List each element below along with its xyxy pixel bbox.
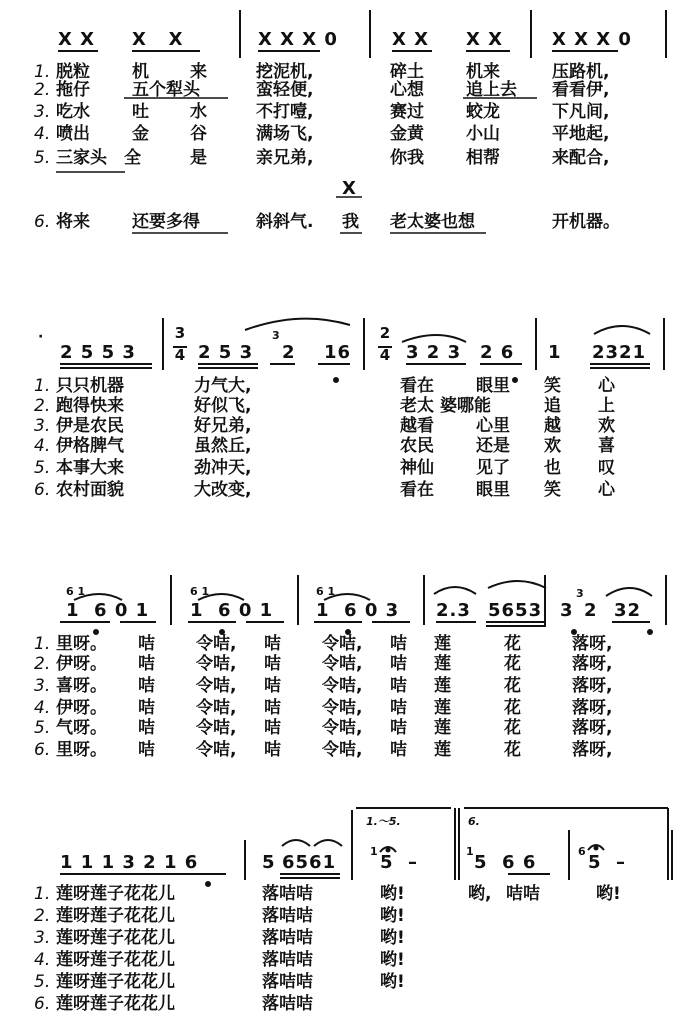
lyric: 农民 xyxy=(400,436,434,456)
lyric: 吃水 xyxy=(56,102,90,122)
lyric: 看在 xyxy=(400,480,434,500)
lyric: 令咭, xyxy=(196,676,237,696)
lyric: 眼里 xyxy=(476,480,510,500)
rhythm-m4: X X X 0 xyxy=(552,29,632,50)
note-group: 2 5 5 3 xyxy=(60,342,136,363)
lyric: 下凡间, xyxy=(552,102,610,122)
lyric: 好似飞, xyxy=(194,396,252,416)
lyric: 喷出 xyxy=(56,124,90,144)
lyric: 令咭, xyxy=(196,718,237,738)
lyric: 哟! xyxy=(380,884,405,904)
verse-number: 3. xyxy=(34,102,51,122)
lyric: 好兄弟, xyxy=(194,416,252,436)
grace-note: 6 1 xyxy=(316,585,336,598)
lyric: 不打噎, xyxy=(256,102,314,122)
lyric: 令咭, xyxy=(322,654,363,674)
lyric: 伊呀。 xyxy=(56,654,107,674)
lyric: 落呀, xyxy=(572,654,613,674)
time-sig-top: 3 xyxy=(174,324,186,342)
lyric: 是 xyxy=(190,148,207,168)
lyric: 心 xyxy=(598,376,615,396)
grace-note: 1 xyxy=(370,845,378,858)
lyric: 咭 xyxy=(138,676,155,696)
verse-number: 4. xyxy=(34,698,51,718)
lyric: 追 xyxy=(544,396,561,416)
lyric: 也 xyxy=(544,458,561,478)
ending6-word: 哟! xyxy=(596,884,621,904)
lyric: 令咭, xyxy=(196,698,237,718)
lyric: 花 xyxy=(504,718,521,738)
lyric: 碎土 xyxy=(390,62,424,82)
time-sig-bottom: 4 xyxy=(379,346,391,364)
lyric: 追上去 xyxy=(466,80,517,100)
lyric: 开机器。 xyxy=(552,212,620,232)
lyric: 落咭咭 xyxy=(262,928,313,948)
lyric: 喜 xyxy=(598,436,615,456)
volta-2-label: 6. xyxy=(468,815,480,828)
lyric: 欢 xyxy=(544,436,561,456)
lyric: 咭 xyxy=(264,718,281,738)
lyric: 只只机器 xyxy=(56,376,124,396)
time-sig-bottom: 4 xyxy=(174,346,186,364)
lyric: 令咭, xyxy=(322,698,363,718)
verse-number: 6. xyxy=(34,740,51,760)
lyric: 虽然丘, xyxy=(194,436,252,456)
verse-number: 1. xyxy=(34,634,51,654)
lyric: 咭 xyxy=(264,634,281,654)
lyric: 莲 xyxy=(434,654,451,674)
lyric: 金 xyxy=(132,124,149,144)
grace-note: 6 1 xyxy=(66,585,86,598)
verse-number: 6. xyxy=(34,994,51,1014)
verse-number: 3. xyxy=(34,676,51,696)
lyric: 莲 xyxy=(434,634,451,654)
lyric: 莲呀莲子花花儿 xyxy=(56,972,175,992)
lyric: 越看 xyxy=(400,416,434,436)
lyric: 落呀, xyxy=(572,718,613,738)
lyric: 咭 xyxy=(264,740,281,760)
lyric: 落咭咭 xyxy=(262,972,313,992)
verse-number: 6. xyxy=(34,480,51,500)
lyric: 喜呀。 xyxy=(56,676,107,696)
lyric: 还是 xyxy=(476,436,510,456)
lyric: 我 xyxy=(342,212,359,232)
lyric: 莲 xyxy=(434,698,451,718)
lyric: 小山 xyxy=(466,124,500,144)
lyric: 来 xyxy=(190,62,207,82)
lyric: 哟! xyxy=(380,972,405,992)
verse-number: 3. xyxy=(34,416,51,436)
note-group: 5 6 6 xyxy=(474,852,537,873)
lyric: 伊格脾气 xyxy=(56,436,124,456)
lyric: 哟! xyxy=(380,928,405,948)
verse-number: 2. xyxy=(34,906,51,926)
grace-note: 1 xyxy=(466,845,474,858)
extra-rhythm: X xyxy=(342,178,357,199)
lyric: 咭 xyxy=(138,634,155,654)
lyric: 笑 xyxy=(544,376,561,396)
lyric: 咭 xyxy=(264,676,281,696)
lyric: 伊是农民 xyxy=(56,416,124,436)
lyric: 挖泥机, xyxy=(256,62,314,82)
lyric: 全 xyxy=(124,148,141,168)
lyric: 吐 xyxy=(132,102,149,122)
verse-number: 5. xyxy=(34,458,51,478)
lyric: 莲 xyxy=(434,740,451,760)
lyric: 叹 xyxy=(598,458,615,478)
lyric: 咭 xyxy=(138,698,155,718)
ending6-word: 哟, xyxy=(468,884,492,904)
note-group: 5653 xyxy=(488,600,543,621)
lyric: 莲呀莲子花花儿 xyxy=(56,906,175,926)
lyric: 平地起, xyxy=(552,124,610,144)
lyric: 斜斜气. xyxy=(256,212,314,232)
lyric: 心 xyxy=(598,480,615,500)
lyric: 落咭咭 xyxy=(262,884,313,904)
note-group: 5 – xyxy=(380,852,419,873)
lyric: 你我 xyxy=(390,148,424,168)
lyric: 机 xyxy=(132,62,149,82)
lyric: 眼里 xyxy=(476,376,510,396)
rhythm-m1a: X X xyxy=(58,29,96,50)
lyric: 亲兄弟, xyxy=(256,148,314,168)
verse-number: 4. xyxy=(34,124,51,144)
lyric: 令咭, xyxy=(322,740,363,760)
lyric: 劲冲天, xyxy=(194,458,252,478)
ending6-word: 咭咭 xyxy=(506,884,540,904)
note-group: 2321 xyxy=(592,342,647,363)
lyric: 蛮轻便, xyxy=(256,80,314,100)
lyric: 莲呀莲子花花儿 xyxy=(56,928,175,948)
verse-number: 5. xyxy=(34,718,51,738)
lyric: 咭 xyxy=(390,634,407,654)
verse-number: 2. xyxy=(34,654,51,674)
lyric: 莲呀莲子花花儿 xyxy=(56,884,175,904)
note-group: 5 xyxy=(262,852,276,873)
lyric: 蛟龙 xyxy=(466,102,500,122)
grace-note: 3 xyxy=(272,329,280,342)
lyric: 花 xyxy=(504,654,521,674)
verse-number: 5. xyxy=(34,148,51,168)
lyric: 将来 xyxy=(56,212,90,232)
lyric: 还要多得 xyxy=(132,212,200,232)
note-group: 3 2 3 xyxy=(406,342,462,363)
verse-number: 2. xyxy=(34,396,51,416)
lyric: 落咭咭 xyxy=(262,994,313,1014)
lyric: 三家头 xyxy=(56,148,107,168)
lyric: 脱粒 xyxy=(56,62,90,82)
lyric: 令咭, xyxy=(196,740,237,760)
note-group: 16 xyxy=(324,342,352,363)
grace-note: 3 xyxy=(576,587,584,600)
grace-note: 6 1 xyxy=(190,585,210,598)
lyric: 落呀, xyxy=(572,740,613,760)
verse-number: 1. xyxy=(34,884,51,904)
lyric: 神仙 xyxy=(400,458,434,478)
lyric: 见了 xyxy=(476,458,510,478)
note-group: 32 xyxy=(614,600,642,621)
note-group: 1 1 1 3 2 1 6 xyxy=(60,852,199,873)
lyric: 上 xyxy=(598,396,615,416)
note-group: 3 xyxy=(560,600,574,621)
verse-number: 1. xyxy=(34,62,51,82)
lyric: 令咭, xyxy=(322,676,363,696)
lyric: 谷 xyxy=(190,124,207,144)
lyric: 力气大, xyxy=(194,376,252,396)
lyric: 婆哪能 xyxy=(440,396,491,416)
note-group: 2 xyxy=(282,342,296,363)
volta-1-label: 1.～5. xyxy=(366,815,401,828)
lyric: 咭 xyxy=(138,654,155,674)
rhythm-m1b: X X xyxy=(132,29,184,50)
verse-number: 5. xyxy=(34,972,51,992)
lyric: 花 xyxy=(504,634,521,654)
lyric: 越 xyxy=(544,416,561,436)
lyric: 令咭, xyxy=(322,634,363,654)
lyric: 满场飞, xyxy=(256,124,314,144)
rhythm-m3b: X X xyxy=(466,29,504,50)
lyric: 赛过 xyxy=(390,102,424,122)
lyric: 金黄 xyxy=(390,124,424,144)
lyric: 跑得快来 xyxy=(56,396,124,416)
lyric: 莲 xyxy=(434,676,451,696)
lyric: 咭 xyxy=(390,676,407,696)
note-group: 2 xyxy=(584,600,598,621)
note-group: 2 5 3 xyxy=(198,342,254,363)
note-group: 5 – xyxy=(588,852,627,873)
lyric: 令咭, xyxy=(322,718,363,738)
lyric: 拖仔 xyxy=(56,80,90,100)
note-group: 6561 xyxy=(282,852,337,873)
lyric: 压路机, xyxy=(552,62,610,82)
lyric: 大改变, xyxy=(194,480,252,500)
lyric: 里呀。 xyxy=(56,634,107,654)
verse-number: 6. xyxy=(34,212,51,232)
note-group: 1 6 0 1 xyxy=(190,600,274,621)
lyric: 咭 xyxy=(390,698,407,718)
lyric: 水 xyxy=(190,102,207,122)
time-sig-top: 2 xyxy=(379,324,391,342)
lyric: 令咭, xyxy=(196,634,237,654)
rhythm-m3a: X X xyxy=(392,29,430,50)
lyric: 落咭咭 xyxy=(262,906,313,926)
lyric: 本事大来 xyxy=(56,458,124,478)
lyric: 五个犁头 xyxy=(132,80,200,100)
lyric: 咭 xyxy=(390,740,407,760)
note-group: 1 xyxy=(548,342,562,363)
note-group: 2 6 xyxy=(480,342,515,363)
lyric: 落呀, xyxy=(572,698,613,718)
lyric: 落呀, xyxy=(572,634,613,654)
verse-number: 3. xyxy=(34,928,51,948)
lyric: 令咭, xyxy=(196,654,237,674)
note-group: 2.3 xyxy=(436,600,471,621)
lyric: 咭 xyxy=(138,740,155,760)
lyric: 落呀, xyxy=(572,676,613,696)
lyric: 落咭咭 xyxy=(262,950,313,970)
lyric: 心想 xyxy=(390,80,424,100)
lyric: 莲 xyxy=(434,718,451,738)
lyric: 伊呀。 xyxy=(56,698,107,718)
note-group: 1 6 0 3 xyxy=(316,600,400,621)
lyric: 气呀。 xyxy=(56,718,107,738)
lyric: 来配合, xyxy=(552,148,610,168)
lyric: 哟! xyxy=(380,950,405,970)
lyric: 看在 xyxy=(400,376,434,396)
lyric: 欢 xyxy=(598,416,615,436)
lyric: 咭 xyxy=(390,654,407,674)
lyric: 花 xyxy=(504,698,521,718)
lyric: 机来 xyxy=(466,62,500,82)
lyric: 里呀。 xyxy=(56,740,107,760)
note-group: 1 6 0 1 xyxy=(66,600,150,621)
lyric: 花 xyxy=(504,740,521,760)
lyric: 咭 xyxy=(390,718,407,738)
lyric: 莲呀莲子花花儿 xyxy=(56,994,175,1014)
lyric: 老太婆也想 xyxy=(390,212,475,232)
lyric: 心里 xyxy=(476,416,510,436)
lyric: 咭 xyxy=(264,698,281,718)
lyric: 老太 xyxy=(400,396,434,416)
lyric: 笑 xyxy=(544,480,561,500)
lyric: 莲呀莲子花花儿 xyxy=(56,950,175,970)
lyric: 看看伊, xyxy=(552,80,610,100)
lyric: 咭 xyxy=(264,654,281,674)
lyric: 咭 xyxy=(138,718,155,738)
verse-number: 2. xyxy=(34,80,51,100)
grace-note: 6 xyxy=(578,845,586,858)
rhythm-m2: X X X 0 xyxy=(258,29,338,50)
lyric: 哟! xyxy=(380,906,405,926)
verse-number: 4. xyxy=(34,436,51,456)
lyric: 农村面貌 xyxy=(56,480,124,500)
verse-number: 4. xyxy=(34,950,51,970)
lyric: 花 xyxy=(504,676,521,696)
verse-number: 1. xyxy=(34,376,51,396)
lyric: 相帮 xyxy=(466,148,500,168)
